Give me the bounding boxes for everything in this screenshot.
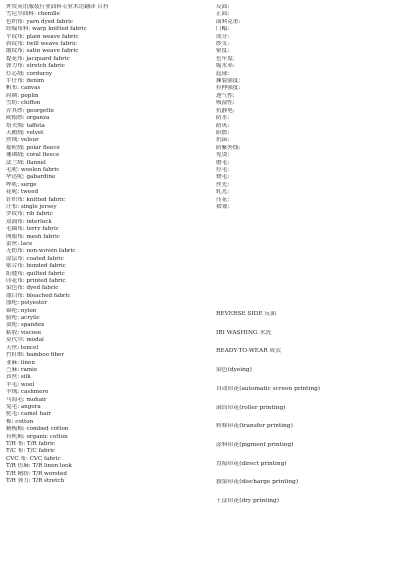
left-column-line: 氨纶: spandex <box>6 322 45 329</box>
left-column-line: T/C 布: T/C fabric <box>6 448 56 455</box>
left-column-line: 灯芯绒: corduroy <box>6 70 53 77</box>
left-column-line: 精梳棉: combed cotton <box>6 426 69 433</box>
right-column-top-line: 拉毛: <box>216 166 230 173</box>
left-column-line: 华达呢: gabardine <box>6 174 56 181</box>
left-column-line: 网眼布: mesh fabric <box>6 233 60 240</box>
right-column-top-line: 阻燃: <box>216 129 230 136</box>
right-column-top-line: 丝光: <box>216 181 230 188</box>
left-column-line: 贴合布: bonded fabric <box>6 263 66 270</box>
right-column-top-line: 拉伸强度: <box>216 85 241 92</box>
right-column-bottom-line: IRI WASHING 水洗 <box>216 329 272 336</box>
right-column-top-line: 烧毛: <box>216 174 230 181</box>
right-column-top-line: 面料克重: <box>216 18 241 25</box>
left-column-line: 羊毛: wool <box>6 381 35 388</box>
right-column-bottom <box>216 311 398 517</box>
left-column <box>6 4 206 485</box>
left-column-line: 针织布: knitted fabric <box>6 196 65 203</box>
left-column-line: 涂层布: coated fabric <box>6 255 64 262</box>
left-column-line: 真丝: silk <box>6 374 31 381</box>
left-column-line: T/R 布: T/R fabric <box>6 440 56 447</box>
left-column-line: 经编布料: warp knitted fabric <box>6 26 87 33</box>
left-column-line: 涤纶: polyester <box>6 300 48 307</box>
left-column-line: 哔叽: serge <box>6 181 37 188</box>
right-column-top-line: 密度: <box>216 48 230 55</box>
left-column-line: 摇粒绒: polar fleece <box>6 144 60 151</box>
right-column-top-line: 压花: <box>216 196 230 203</box>
right-column-bottom-line: 滚筒印花(roller printing) <box>216 404 286 411</box>
left-column-line: 腈纶: acrylic <box>6 315 40 322</box>
left-column-line: 花呢: tweed <box>6 189 39 196</box>
left-column-line: 斜纹布: twill weave fabric <box>6 41 77 48</box>
left-column-line: 马海毛: mohair <box>6 396 47 403</box>
left-column-line: 羊绒: cashmere <box>6 389 49 396</box>
right-column-bottom-line: 拔染印花(discharge printing) <box>216 479 299 486</box>
left-column-line: 漂白布: bleached fabric <box>6 292 71 299</box>
left-column-line: 绗缝布: quilted fabric <box>6 270 65 277</box>
right-column-bottom-line: READY-TO-WEAR 成衣 <box>216 348 282 355</box>
left-column-line: 塔夫绸: taffeta <box>6 122 45 129</box>
right-column-top-line: 起球: <box>216 70 230 77</box>
left-column-line: 无纺布: non-woven fabric <box>6 248 76 255</box>
left-column-line: 毛呢: woolen fabric <box>6 166 60 173</box>
left-column-line: 丝绒: velour <box>6 137 39 144</box>
left-column-line: 帆布: canvas <box>6 85 41 92</box>
left-column-line: T/R 弹力: T/R stretch <box>6 478 65 484</box>
left-column-line: 印花布: printed fabric <box>6 278 66 285</box>
left-column-line: 雪纺: chiffon <box>6 100 41 107</box>
right-column-bottom-line: 染色(dyeing) <box>216 367 252 374</box>
left-column-line: 天鹅绒: velvet <box>6 129 44 136</box>
left-column-line: 欧根纱: organza <box>6 115 50 122</box>
left-column-line: 兔毛: angora <box>6 403 41 410</box>
right-column-top-line: 轧光: <box>216 189 230 196</box>
left-column-line: 法兰绒: flannel <box>6 159 46 166</box>
left-column-line: 提花布: jacquard fabric <box>6 55 70 62</box>
right-column-bottom-line: REVERSE SIDE 反面 <box>216 311 277 317</box>
right-column-top-line: 褶皱: <box>216 203 230 210</box>
right-column-top-line: 吸湿性: <box>216 100 235 107</box>
left-column-line: 莫代尔: modal <box>6 337 44 344</box>
left-column-line: 蕾丝: lace <box>6 241 33 247</box>
right-column-top-line: 透气性: <box>216 92 235 99</box>
right-column-top-line: 正面: <box>216 11 230 18</box>
left-column-line: 牛仔布: denim <box>6 78 45 85</box>
left-column-line: 锦纶: nylon <box>6 307 37 314</box>
right-column-top-line: 成分: <box>216 33 230 40</box>
left-column-line: 缎纹布: satin weave fabric <box>6 48 79 55</box>
right-column-top-line: 免烫: <box>216 152 230 159</box>
left-column-line: 竹纤维: bamboo fiber <box>6 352 65 359</box>
left-column-line: 珊瑚绒: coral fleece <box>6 152 60 159</box>
left-column-line: 天丝: tencel <box>6 344 39 351</box>
left-column-line: 弹力布: stretch fabric <box>6 63 65 70</box>
left-column-line: T/R 精纺: T/R worsted <box>6 470 67 477</box>
right-column-bottom-line: 转移印花(transfer printing) <box>216 423 293 430</box>
left-column-line: 罗纹布: rib fabric <box>6 211 53 218</box>
left-column-line: 双面布: interlock <box>6 218 52 225</box>
left-column-line: 棉: cotton <box>6 418 34 425</box>
left-column-line: 平纹布: plain weave fabric <box>6 33 79 40</box>
right-column-top-line: 抗菌: <box>216 137 230 144</box>
right-column-top-line: 反面: <box>216 4 230 10</box>
right-column-top-line: 抗静电: <box>216 107 235 114</box>
left-column-line: 有机棉: organic cotton <box>6 433 68 440</box>
left-column-line: 苎麻: ramie <box>6 366 38 373</box>
left-column-line: 粘胶: viscose <box>6 329 42 336</box>
left-column-line: 亚麻: linen <box>6 359 35 366</box>
left-column-line: 染色布: dyed fabric <box>6 285 59 292</box>
left-column-line: 雪尼尔面料: chenille <box>6 11 60 18</box>
right-column-top-line: 纱支: <box>216 41 230 48</box>
right-column-top-line: 色牢度: <box>216 55 235 62</box>
left-column-line: 外贸英语服装行业面料专业术语翻译 百科 <box>6 4 109 10</box>
left-column-line: 色织布: yarn dyed fabric <box>6 18 73 25</box>
left-column-line: 汗布: single jersey <box>6 203 57 210</box>
right-column-top <box>216 4 398 211</box>
left-column-line: 毛圈布: terry fabric <box>6 226 59 233</box>
right-column-top-line: 缩水率: <box>216 63 235 70</box>
right-column-bottom-line: 直接印花(direct printing) <box>216 460 287 467</box>
right-column-bottom-line: 干法印花(dry printing) <box>216 498 280 505</box>
right-column-bottom-line: 自动印花(automatic screen printing) <box>216 385 321 392</box>
right-column-top-line: 磨毛: <box>216 159 230 166</box>
left-column-line: T/R 仿麻: T/R linen look <box>6 463 72 470</box>
right-column-bottom-line: 涂料印花(pigment printing) <box>216 441 294 448</box>
left-column-line: 乔其纱: georgette <box>6 107 55 114</box>
right-column-top-line: 防水: <box>216 115 230 122</box>
left-column-line: 府绸: poplin <box>6 92 39 99</box>
right-column-top-line: 防风: <box>216 122 230 129</box>
left-column-line: CVC 布: CVC fabric <box>6 455 61 462</box>
right-column-top-line: 门幅: <box>216 26 230 33</box>
right-column-top-line: 撕裂强度: <box>216 78 241 85</box>
left-column-line: 驼毛: camel hair <box>6 411 51 418</box>
right-column-top-line: 防紫外线: <box>216 144 241 151</box>
